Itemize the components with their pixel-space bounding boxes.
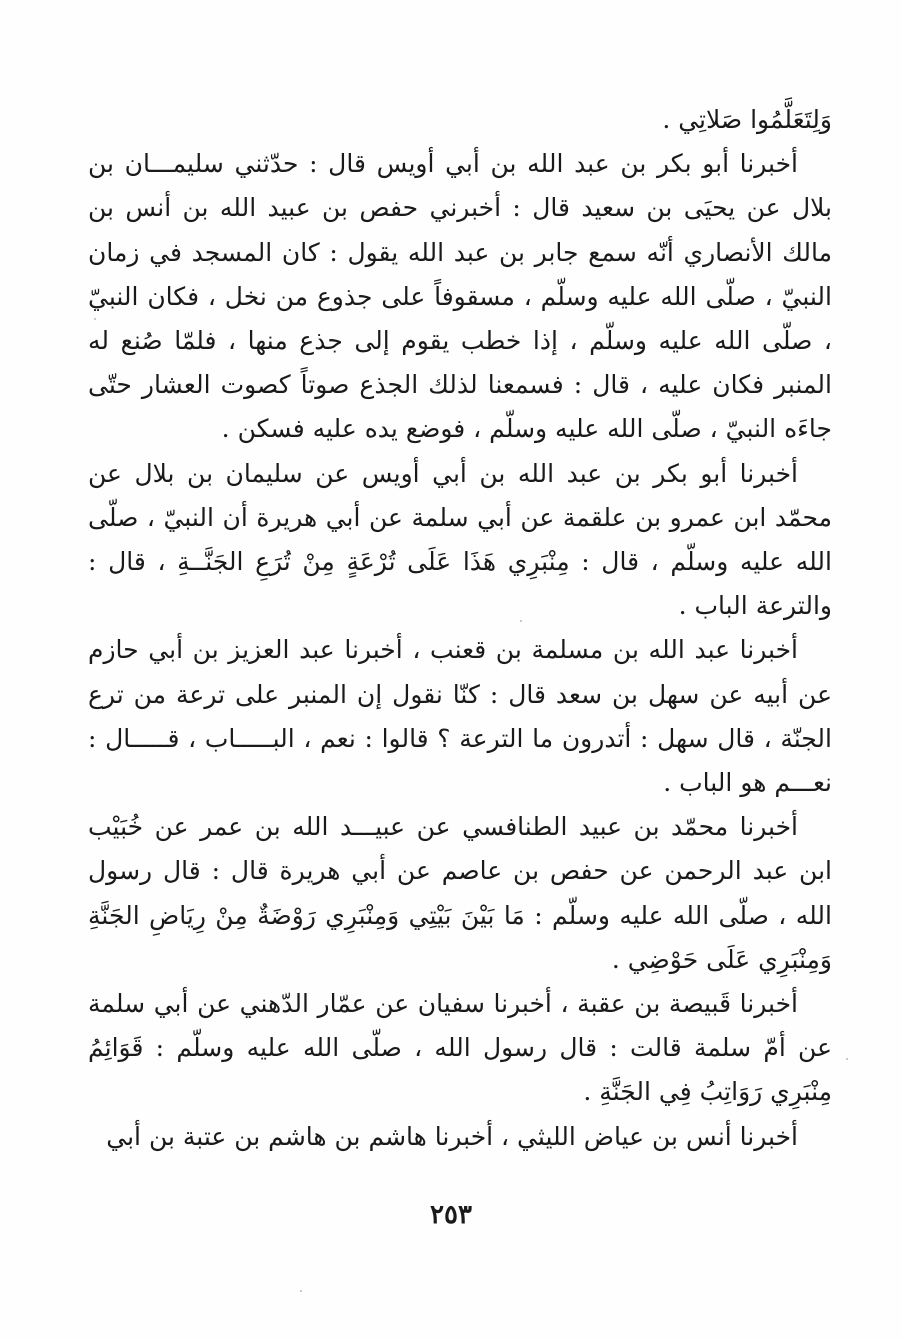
paragraph-hadith-2: أخبرنا أبو بكر بن عبد الله بن أبي أويس عن سليمان بن بلال عن محمّد ابن عمرو بن علقمة عن أبي سلمة عن أبي هريرة أن النبيّ ، صلّى الله عليه وسلّم ، قال : مِنْبَرِي هَذَا عَلَى تُرْعَةٍ مِنْ تُرَعِ الجَنَّــةِ ، قال : والترعة الباب .: [88, 458, 832, 621]
paragraph-continuation: وَلِتَعَلَّمُوا صَلاتِي .: [662, 105, 832, 134]
paper-speck: [520, 620, 522, 622]
page-number: ٢٥٣: [430, 1200, 472, 1230]
paragraph-hadith-5: أخبرنا قَبيصة بن عقبة ، أخبرنا سفيان عن عمّار الدّهني عن أبي سلمة عن أمّ سلمة قالت : قال رسول الله ، صلّى الله عليه وسلّم : قَوَائِمُ مِنْبَرِي رَوَاتِبُ فِي الجَنَّةِ .: [88, 989, 832, 1107]
page-body-text: [88, 98, 832, 1159]
paragraph-hadith-1: أخبرنا أبو بكر بن عبد الله بن أبي أويس قال : حدّثني سليمـــان بن بلال عن يحيَى بن سعيد قال : أخبرني حفص بن عبيد الله بن أنس بن مالك الأنصاري أنّه سمع جابر بن عبد الله يقول : كان المسجد في زمان النبيّ ، صلّى الله عليه وسلّم ، مسقوفاً على جذوع من نخل ، فكان النبيّ ، صلّى الله عليه وسلّم ، إذا خطب يقوم إلى جذع منها ، فلمّا صُنع له المنبر فكان عليه ، قال : فسمعنا لذلك الجذع صوتاً كصوت العشار حتّى جاءَه النبيّ ، صلّى الله عليه وسلّم ، فوضع يده عليه فسكن .: [88, 149, 832, 444]
paper-speck: [846, 1058, 848, 1060]
paragraph-hadith-6: أخبرنا أنس بن عياض الليثي ، أخبرنا هاشم بن هاشم بن عتبة بن أبي: [106, 1121, 798, 1151]
paragraph-hadith-3: أخبرنا عبد الله بن مسلمة بن قعنب ، أخبرنا عبد العزيز بن أبي حازم عن أبيه عن سهل بن سعد قال : كنّا نقول إن المنبر على ترعة من ترع الجنّة ، قال سهل : أتدرون ما الترعة ؟ قالوا : نعم ، البـــــاب ، قـــــال : نعـــم هو الباب .: [88, 635, 832, 798]
paragraph-hadith-4: أخبرنا محمّد بن عبيد الطنافسي عن عبيـــد الله بن عمر عن خُبَيْب ابن عبد الرحمن عن حفص بن عاصم عن أبي هريرة قال : قال رسول الله ، صلّى الله عليه وسلّم : مَا بَيْنَ بَيْتِي وَمِنْبَرِي رَوْضَةٌ مِنْ رِيَاضِ الجَنَّةِ وَمِنْبَرِي عَلَى حَوْضِي .: [88, 812, 832, 974]
paper-speck: [300, 1290, 302, 1292]
paper-speck: [94, 318, 96, 320]
